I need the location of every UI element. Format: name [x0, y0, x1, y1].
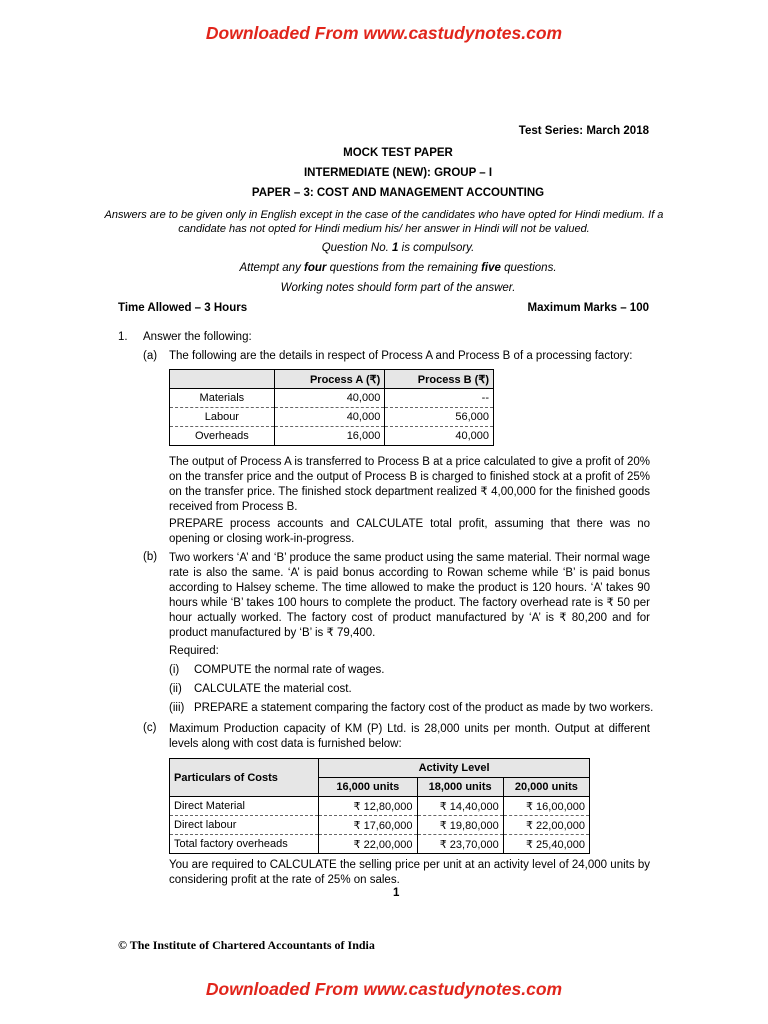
download-banner-top[interactable]: Downloaded From www.castudynotes.com [205, 23, 563, 43]
part-c-label: (c) [143, 722, 157, 734]
table-cell: Direct Material [170, 797, 319, 816]
list-item: CALCULATE the material cost. [194, 683, 352, 695]
table-cell: Labour [170, 408, 275, 427]
table-cell: Overheads [170, 427, 275, 446]
table-cell: ₹ 16,00,000 [503, 797, 589, 816]
page-number: 1 [393, 887, 400, 899]
table-cell: ₹ 22,00,000 [319, 835, 417, 854]
required-label: Required: [169, 645, 219, 657]
copyright-footer: © The Institute of Chartered Accountants of India [118, 938, 375, 952]
table-cell: ₹ 12,80,000 [319, 797, 417, 816]
table-row [170, 797, 590, 816]
process-table [169, 369, 494, 446]
table-row [170, 427, 494, 446]
table-header-row [170, 759, 590, 778]
table-cell: 40,000 [274, 389, 385, 408]
compulsory-note: Question No. 1 is compulsory. [321, 242, 475, 254]
table-header-cell: 18,000 units [417, 778, 503, 797]
table-header-cell: Particulars of Costs [170, 759, 319, 797]
table-cell: ₹ 22,00,000 [503, 816, 589, 835]
activity-level-header: Activity Level [319, 759, 590, 778]
table-header-cell: 16,000 units [319, 778, 417, 797]
table-row [170, 408, 494, 427]
paper-title: PAPER – 3: COST AND MANAGEMENT ACCOUNTING [251, 187, 545, 199]
list-item-label: (i) [169, 664, 180, 676]
part-c-paragraph: You are required to CALCULATE the selling price per unit at an activity level of 24,000 units by considering profit at the rate of 25% on sales. [169, 859, 650, 886]
table-cell: Materials [170, 389, 275, 408]
part-a-text: The following are the details in respect of Process A and Process B of a processing factory: [169, 350, 633, 362]
table-header-cell: Process B (₹) [385, 370, 494, 389]
instruction-line-2: candidate has not opted for Hindi medium his/ her answer in Hindi will not be valued. [178, 223, 590, 235]
activity-level-table [169, 758, 590, 854]
table-cell: 40,000 [385, 427, 494, 446]
table-row [170, 835, 590, 854]
table-cell: 40,000 [274, 408, 385, 427]
question-intro: Answer the following: [143, 331, 252, 343]
part-b-text: Two workers ‘A’ and ‘B’ produce the same product using the same material. Their normal wage rate is also the same. ‘A’ is paid bonus according to Rowan scheme while ‘B’ is paid bonus according to Halsey scheme. The time allowed to make the product is 120 hours. ‘A’ takes 90 hours while ‘B’ takes 100 hours to complete the product. The factory overhead rate is ₹ 50 per hour actually worked. The factory cost of product manufactured by ‘A’ is ₹ 80,200 and for product manufactured by ‘B’ is ₹ 79,400. [169, 552, 650, 639]
paper-heading: MOCK TEST PAPER [343, 147, 453, 159]
test-series: Test Series: March 2018 [518, 125, 649, 137]
table-cell: ₹ 19,80,000 [417, 816, 503, 835]
instruction-line-1: Answers are to be given only in English except in the case of the candidates who have opted for Hindi medium. If a [104, 209, 664, 221]
table-cell: 56,000 [385, 408, 494, 427]
table-cell: ₹ 14,40,000 [417, 797, 503, 816]
table-row [170, 389, 494, 408]
attempt-note: Attempt any four questions from the remaining five questions. [239, 262, 557, 274]
list-item: PREPARE a statement comparing the factory cost of the product as made by two workers. [194, 702, 654, 714]
table-header-row [170, 370, 494, 389]
working-notes-note: Working notes should form part of the answer. [280, 282, 516, 294]
table-header-cell [170, 370, 275, 389]
part-a-paragraph-2: PREPARE process accounts and CALCULATE total profit, assuming that there was no opening or closing work-in-progress. [169, 518, 650, 545]
table-row [170, 816, 590, 835]
table-header-cell: Process A (₹) [274, 370, 385, 389]
list-item-label: (iii) [169, 702, 185, 714]
question-number: 1. [118, 331, 128, 343]
table-cell: -- [385, 389, 494, 408]
maximum-marks: Maximum Marks – 100 [527, 302, 649, 314]
table-cell: ₹ 23,70,000 [417, 835, 503, 854]
table-cell: ₹ 25,40,000 [503, 835, 589, 854]
part-a-label: (a) [143, 350, 158, 362]
table-cell: ₹ 17,60,000 [319, 816, 417, 835]
table-cell: Total factory overheads [170, 835, 319, 854]
time-allowed: Time Allowed – 3 Hours [118, 302, 248, 314]
part-a-paragraph-1: The output of Process A is transferred to Process B at a price calculated to give a profit of 20% on the transfer price and the output of Process B is charged to finished stock at a profit of 25% on the transfer price. The finished stock department realized ₹ 4,00,000 for the finished goods received from Process B. [169, 456, 650, 513]
table-cell: 16,000 [274, 427, 385, 446]
list-item: COMPUTE the normal rate of wages. [194, 664, 385, 676]
download-banner-bottom[interactable]: Downloaded From www.castudynotes.com [205, 979, 563, 999]
paper-level: INTERMEDIATE (NEW): GROUP – I [303, 167, 493, 179]
table-header-cell: 20,000 units [503, 778, 589, 797]
table-cell: Direct labour [170, 816, 319, 835]
part-c-text: Maximum Production capacity of KM (P) Ltd. is 28,000 units per month. Output at different levels along with cost data is furnished below: [169, 723, 650, 750]
list-item-label: (ii) [169, 683, 182, 695]
part-b-label: (b) [143, 551, 158, 563]
